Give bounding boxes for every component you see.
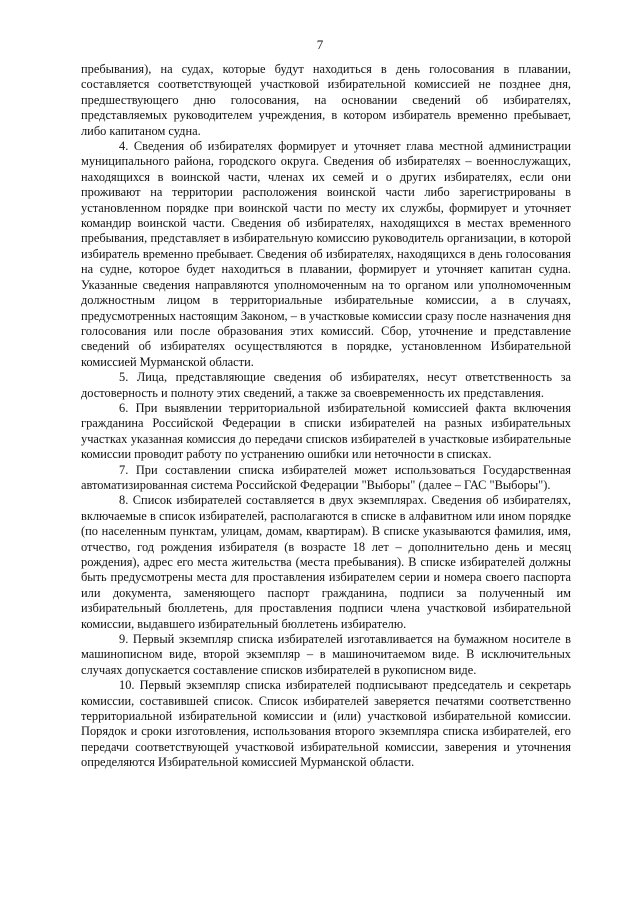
paragraph-continuation: пребывания), на судах, которые будут находиться в день голосования в плавании, составляется соответствующей участковой избирательной комиссией не позднее дня, предшествующего дню голосования, на основании сведений об избирателях, представляемых руководителем учреждения, в котором избиратель временно пребывает, либо капитаном судна. bbox=[81, 62, 571, 138]
paragraph-8: 8. Список избирателей составляется в двух экземплярах. Сведения об избирателях, включаемые в список избирателей, располагаются в списке в алфавитном или ином порядке (по населенным пунктам, улицам, домам, квартирам). В списке указываются фамилия, имя, отчество, год рождения избирателя (в возрасте 18 лет – дополнительно день и месяц рождения), адрес его места жительства (места пребывания). В списке избирателей должны быть предусмотрены места для проставления избирателем серии и номера своего паспорта или документа, заменяющего паспорт гражданина, подписи за полученный им избирательный бюллетень, для проставления подписи члена участковой избирательной комиссии, выдавшего избирательный бюллетень избирателю. bbox=[81, 493, 571, 631]
paragraph-5: 5. Лица, представляющие сведения об избирателях, несут ответственность за достоверность и полноту этих сведений, а также за своевременность их представления. bbox=[81, 370, 571, 400]
paragraph-7: 7. При составлении списка избирателей может использоваться Государственная автоматизированная система Российской Федерации "Выборы" (далее – ГАС "Выборы"). bbox=[81, 462, 571, 492]
paragraph-4: 4. Сведения об избирателях формирует и уточняет глава местной администрации муниципального района, городского округа. Сведения об избирателях – военнослужащих, находящихся в воинской части, членах их семей и о других избирателях, если они проживают на территории расположения воинской части либо зарегистрированы в установленном порядке при воинской части по месту их службы, формирует и уточняет командир воинской части. Сведения об избирателях, находящихся в местах временного пребывания, представляет в избирательную комиссию руководитель организации, в которой избиратель временно пребывает. Сведения об избирателях, находящихся в день голосования на судне, которое будет находиться в плавании, формирует и уточняет капитан судна. Указанные сведения направляются уполномоченным на то органом или уполномоченным должностным лицом в территориальные избирательные комиссии, а в случаях, предусмотренных настоящим Законом, – в участковые комиссии сразу после назначения дня голосования или после образования этих комиссий. Сбор, уточнение и представление сведений об избирателях осуществляются в порядке, установленном Избирательной комиссией Мурманской области. bbox=[81, 139, 571, 369]
paragraph-10: 10. Первый экземпляр списка избирателей подписывают председатель и секретарь комиссии, составившей список. Список избирателей заверяется печатями соответственно территориальной избирательной комиссии и (или) участковой избирательной комиссии. Порядок и сроки изготовления, использования второго экземпляра списка избирателей, его передачи соответствующей участковой избирательной комиссии, заверения и уточнения определяются Избирательной комиссией Мурманской области. bbox=[81, 678, 571, 770]
document-body bbox=[81, 62, 571, 771]
page-number: 7 bbox=[316, 37, 324, 52]
paragraph-6: 6. При выявлении территориальной избирательной комиссией факта включения гражданина Российской Федерации в списки избирателей на разных избирательных участках указанная комиссия до передачи списков избирателей в участковые избирательные комиссии проводит работу по устранению ошибки или неточности в списках. bbox=[81, 400, 571, 462]
paragraph-9: 9. Первый экземпляр списка избирателей изготавливается на бумажном носителе в машинописном виде, второй экземпляр – в машиночитаемом виде. В исключительных случаях допускается составление списков избирателей в рукописном виде. bbox=[81, 632, 571, 677]
